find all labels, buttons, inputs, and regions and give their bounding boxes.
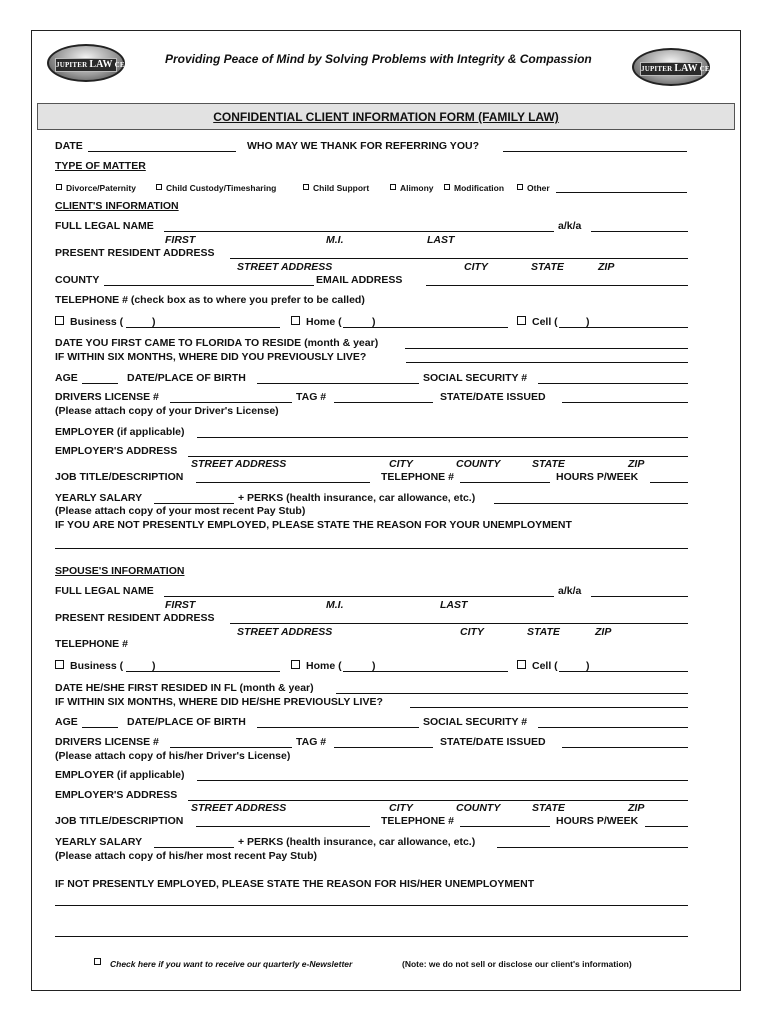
client-home-label: Home ( — [306, 316, 342, 328]
spouse-fl-date-label: DATE HE/SHE FIRST RESIDED IN FL (month & year) — [55, 682, 314, 694]
spouse-last-caption: LAST — [440, 599, 468, 611]
spouse-attach-paystub: (Please attach copy of his/her most recent Pay Stub) — [55, 850, 317, 862]
spouse-heading: SPOUSE'S INFORMATION — [55, 565, 185, 577]
modification-label: Modification — [454, 183, 505, 193]
spouse-cell-paren: ) — [586, 660, 590, 672]
spouse-ssn-label: SOCIAL SECURITY # — [423, 716, 528, 728]
form-title-bar — [37, 103, 735, 130]
spouse-business-line[interactable] — [126, 671, 280, 672]
spouse-emp-county-caption: COUNTY — [456, 802, 501, 814]
client-business-checkbox[interactable] — [55, 316, 64, 325]
client-cell-paren: ) — [586, 316, 590, 328]
spouse-aka-line[interactable] — [591, 596, 688, 597]
client-last-caption: LAST — [427, 234, 455, 246]
client-hours-line[interactable] — [650, 482, 688, 483]
client-salary-label: YEARLY SALARY — [55, 492, 143, 504]
client-business-label: Business ( — [70, 316, 124, 328]
law-center-logo-left: JUPITER LAW CENTER — [47, 44, 125, 82]
spouse-employer-label: EMPLOYER (if applicable) — [55, 769, 185, 781]
divorce-label: Divorce/Paternity — [66, 183, 136, 193]
client-salary-line[interactable] — [154, 503, 234, 504]
spouse-salary-line[interactable] — [154, 847, 234, 848]
spouse-business-checkbox[interactable] — [55, 660, 64, 669]
spouse-state-issued-line[interactable] — [562, 747, 688, 748]
spouse-job-title-line[interactable] — [196, 826, 370, 827]
client-emp-city-caption: CITY — [389, 458, 413, 470]
spouse-address-label: PRESENT RESIDENT ADDRESS — [55, 612, 215, 624]
spouse-full-name-line[interactable] — [164, 596, 554, 597]
spouse-salary-label: YEARLY SALARY — [55, 836, 143, 848]
client-cell-checkbox[interactable] — [517, 316, 526, 325]
client-employer-address-label: EMPLOYER'S ADDRESS — [55, 445, 178, 457]
spouse-perks-line[interactable] — [497, 847, 688, 848]
client-job-title-label: JOB TITLE/DESCRIPTION — [55, 471, 184, 483]
client-home-checkbox[interactable] — [291, 316, 300, 325]
client-emp-telephone-label: TELEPHONE # — [381, 471, 454, 483]
client-employer-line[interactable] — [197, 437, 688, 438]
client-full-name-label: FULL LEGAL NAME — [55, 220, 154, 232]
client-employer-label: EMPLOYER (if applicable) — [55, 426, 185, 438]
spouse-dob-label: DATE/PLACE OF BIRTH — [127, 716, 246, 728]
client-license-line[interactable] — [170, 402, 292, 403]
client-ssn-line[interactable] — [538, 383, 688, 384]
client-telephone-note: TELEPHONE # (check box as to where you prefer to be called) — [55, 294, 365, 306]
client-emp-zip-caption: ZIP — [628, 458, 645, 470]
client-business-line[interactable] — [126, 327, 280, 328]
client-mi-caption: M.I. — [326, 234, 344, 246]
modification-checkbox[interactable] — [444, 184, 450, 190]
client-state-caption: STATE — [531, 261, 564, 273]
other-checkbox[interactable] — [517, 184, 523, 190]
spouse-business-paren: ) — [152, 660, 156, 672]
spouse-attach-license: (Please attach copy of his/her Driver's License) — [55, 750, 291, 762]
custody-label: Child Custody/Timesharing — [166, 183, 277, 193]
spouse-age-line[interactable] — [82, 727, 118, 728]
client-address-line[interactable] — [230, 258, 688, 259]
client-email-label: EMAIL ADDRESS — [316, 274, 403, 286]
client-job-title-line[interactable] — [196, 482, 370, 483]
spouse-state-issued-label: STATE/DATE ISSUED — [440, 736, 546, 748]
spouse-emp-street-caption: STREET ADDRESS — [191, 802, 287, 814]
client-business-paren: ) — [152, 316, 156, 328]
form-title: CONFIDENTIAL CLIENT INFORMATION FORM (FAMILY LAW) — [213, 110, 559, 124]
spouse-employer-address-label: EMPLOYER'S ADDRESS — [55, 789, 178, 801]
client-employer-address-line[interactable] — [188, 456, 688, 457]
client-emp-state-caption: STATE — [532, 458, 565, 470]
client-florida-date-line[interactable] — [405, 348, 688, 349]
client-zip-caption: ZIP — [598, 261, 615, 273]
client-hours-label: HOURS P/WEEK — [556, 471, 639, 483]
spouse-telephone-label: TELEPHONE # — [55, 638, 128, 650]
spouse-cell-line[interactable] — [559, 671, 688, 672]
client-email-line[interactable] — [426, 285, 688, 286]
spouse-hours-label: HOURS P/WEEK — [556, 815, 639, 827]
client-address-label: PRESENT RESIDENT ADDRESS — [55, 247, 215, 259]
newsletter-checkbox[interactable] — [94, 958, 101, 965]
client-state-issued-line[interactable] — [562, 402, 688, 403]
spouse-tag-label: TAG # — [296, 736, 327, 748]
client-city-caption: CITY — [464, 261, 488, 273]
spouse-zip-caption: ZIP — [595, 626, 612, 638]
spouse-emp-telephone-line[interactable] — [460, 826, 550, 827]
alimony-checkbox[interactable] — [390, 184, 396, 190]
spouse-home-checkbox[interactable] — [291, 660, 300, 669]
client-prev-live-label: IF WITHIN SIX MONTHS, WHERE DID YOU PREVIOUSLY LIVE? — [55, 351, 367, 363]
client-home-line[interactable] — [343, 327, 508, 328]
client-county-line[interactable] — [104, 285, 314, 286]
spouse-emp-zip-caption: ZIP — [628, 802, 645, 814]
spouse-home-paren: ) — [372, 660, 376, 672]
child-support-checkbox[interactable] — [303, 184, 309, 190]
spouse-address-line[interactable] — [230, 623, 688, 624]
client-age-label: AGE — [55, 372, 78, 384]
client-ssn-label: SOCIAL SECURITY # — [423, 372, 528, 384]
spouse-unemployment-line-1[interactable] — [55, 905, 688, 906]
date-line[interactable] — [88, 151, 236, 152]
spouse-ssn-line[interactable] — [538, 727, 688, 728]
child-support-label: Child Support — [313, 183, 370, 193]
spouse-unemployment-label: IF NOT PRESENTLY EMPLOYED, PLEASE STATE THE REASON FOR HIS/HER UNEMPLOYMENT — [55, 878, 535, 890]
custody-checkbox[interactable] — [156, 184, 162, 190]
referral-label: WHO MAY WE THANK FOR REFERRING YOU? — [247, 140, 479, 152]
spouse-emp-state-caption: STATE — [532, 802, 565, 814]
client-cell-label: Cell ( — [532, 316, 558, 328]
client-dob-line[interactable] — [257, 383, 419, 384]
referral-line[interactable] — [503, 151, 687, 152]
client-attach-license: (Please attach copy of your Driver's License) — [55, 405, 279, 417]
spouse-emp-telephone-label: TELEPHONE # — [381, 815, 454, 827]
spouse-business-label: Business ( — [70, 660, 124, 672]
spouse-job-title-label: JOB TITLE/DESCRIPTION — [55, 815, 184, 827]
client-full-name-line[interactable] — [164, 231, 554, 232]
newsletter-label: Check here if you want to receive our quarterly e-Newsletter — [110, 959, 353, 969]
client-aka-line[interactable] — [591, 231, 688, 232]
date-label: DATE — [55, 140, 83, 152]
spouse-home-label: Home ( — [306, 660, 342, 672]
client-emp-street-caption: STREET ADDRESS — [191, 458, 287, 470]
spouse-employer-line[interactable] — [197, 780, 688, 781]
spouse-state-caption: STATE — [527, 626, 560, 638]
client-perks-line[interactable] — [494, 503, 688, 504]
client-prev-live-line[interactable] — [406, 362, 688, 363]
spouse-prev-live-label: IF WITHIN SIX MONTHS, WHERE DID HE/SHE PREVIOUSLY LIVE? — [55, 696, 383, 708]
client-state-issued-label: STATE/DATE ISSUED — [440, 391, 546, 403]
client-home-paren: ) — [372, 316, 376, 328]
spouse-tag-line[interactable] — [334, 747, 433, 748]
spouse-home-line[interactable] — [343, 671, 508, 672]
spouse-hours-line[interactable] — [645, 826, 688, 827]
newsletter-note: (Note: we do not sell or disclose our client's information) — [402, 959, 632, 969]
spouse-street-caption: STREET ADDRESS — [237, 626, 333, 638]
client-county-label: COUNTY — [55, 274, 100, 286]
spouse-license-line[interactable] — [170, 747, 292, 748]
client-first-caption: FIRST — [165, 234, 196, 246]
divorce-checkbox[interactable] — [56, 184, 62, 190]
spouse-age-label: AGE — [55, 716, 78, 728]
other-label: Other — [527, 183, 550, 193]
client-tag-label: TAG # — [296, 391, 327, 403]
client-tag-line[interactable] — [334, 402, 433, 403]
client-street-caption: STREET ADDRESS — [237, 261, 333, 273]
other-line[interactable] — [556, 192, 687, 193]
alimony-label: Alimony — [400, 183, 434, 193]
client-emp-telephone-line[interactable] — [460, 482, 550, 483]
spouse-dob-line[interactable] — [257, 727, 419, 728]
client-cell-line[interactable] — [559, 327, 688, 328]
spouse-license-label: DRIVERS LICENSE # — [55, 736, 159, 748]
client-aka-label: a/k/a — [558, 220, 582, 232]
spouse-cell-label: Cell ( — [532, 660, 558, 672]
client-age-line[interactable] — [82, 383, 118, 384]
client-emp-county-caption: COUNTY — [456, 458, 501, 470]
spouse-full-name-label: FULL LEGAL NAME — [55, 585, 154, 597]
spouse-aka-label: a/k/a — [558, 585, 582, 597]
tagline: Providing Peace of Mind by Solving Problems with Integrity & Compassion — [165, 52, 592, 66]
law-center-logo-right: JUPITER LAW CENTER — [632, 48, 710, 86]
client-heading: CLIENT'S INFORMATION — [55, 200, 179, 212]
spouse-emp-city-caption: CITY — [389, 802, 413, 814]
client-perks-label: + PERKS (health insurance, car allowance, etc.) — [238, 492, 476, 504]
client-unemployment-line[interactable] — [55, 548, 688, 549]
spouse-perks-label: + PERKS (health insurance, car allowance, etc.) — [238, 836, 476, 848]
spouse-mi-caption: M.I. — [326, 599, 344, 611]
spouse-prev-live-line[interactable] — [410, 707, 688, 708]
client-dob-label: DATE/PLACE OF BIRTH — [127, 372, 246, 384]
spouse-city-caption: CITY — [460, 626, 484, 638]
client-license-label: DRIVERS LICENSE # — [55, 391, 159, 403]
spouse-first-caption: FIRST — [165, 599, 196, 611]
spouse-unemployment-line-2[interactable] — [55, 936, 688, 937]
client-attach-paystub: (Please attach copy of your most recent Pay Stub) — [55, 505, 306, 517]
type-of-matter-heading: TYPE OF MATTER — [55, 160, 146, 172]
spouse-fl-date-line[interactable] — [336, 693, 688, 694]
client-unemployment-label: IF YOU ARE NOT PRESENTLY EMPLOYED, PLEASE STATE THE REASON FOR YOUR UNEMPLOYMENT — [55, 519, 572, 531]
spouse-employer-address-line[interactable] — [188, 800, 688, 801]
client-florida-date-label: DATE YOU FIRST CAME TO FLORIDA TO RESIDE (month & year) — [55, 337, 379, 349]
spouse-cell-checkbox[interactable] — [517, 660, 526, 669]
